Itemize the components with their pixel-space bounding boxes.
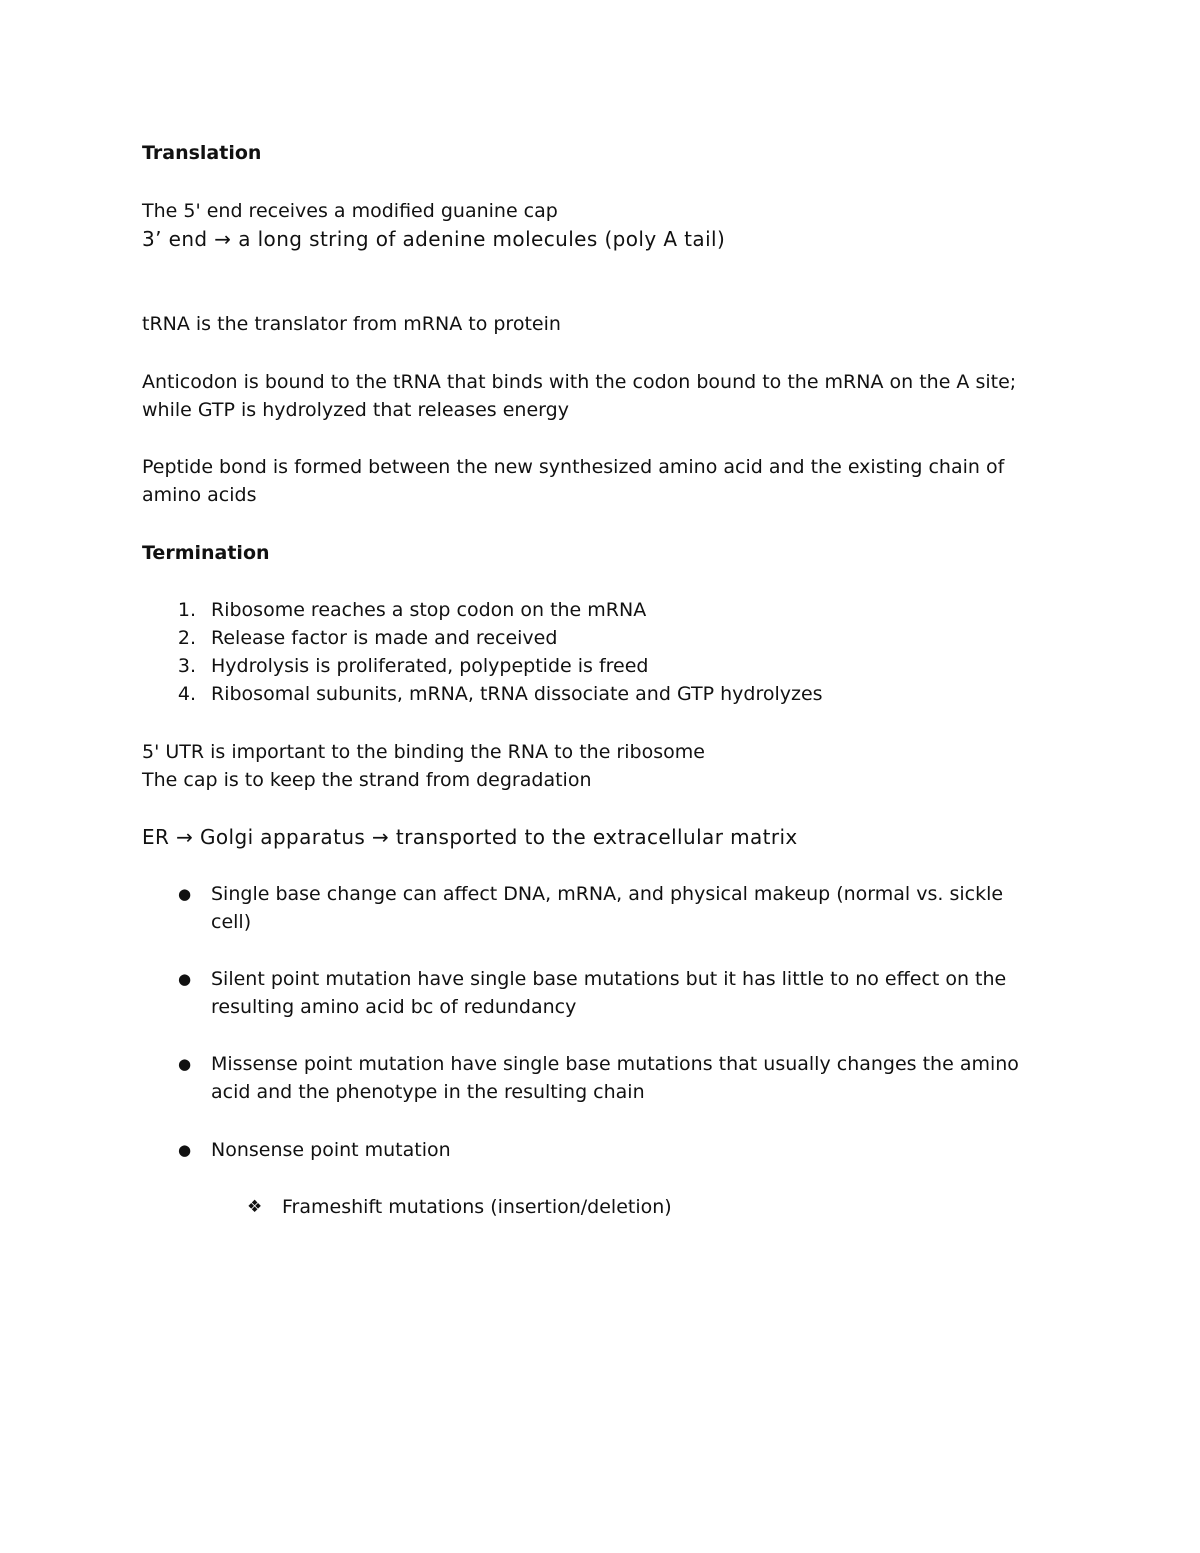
- sub-item-text: Frameshift mutations (insertion/deletion): [282, 1196, 672, 1218]
- utr-line: 5' UTR is important to the binding the RNA to the ribosome: [142, 741, 705, 763]
- step-number: 3.: [177, 655, 196, 677]
- bullet-icon: ●: [178, 1055, 192, 1073]
- peptide-line-2: amino acids: [142, 484, 257, 506]
- bullet-text: Silent point mutation have single base mutations but it has little to no effect on the: [211, 968, 1007, 990]
- bullet-icon: ●: [178, 970, 192, 988]
- termination-heading: Termination: [142, 542, 270, 564]
- bullet-text: cell): [211, 911, 252, 933]
- step-text: Hydrolysis is proliferated, polypeptide is freed: [211, 655, 649, 677]
- tail-line: 3’ end → a long string of adenine molecules (poly A tail): [142, 227, 726, 251]
- diamond-bullet-icon: ❖: [247, 1197, 263, 1217]
- bullet-text: acid and the phenotype in the resulting chain: [211, 1081, 645, 1103]
- cap-line: The 5' end receives a modified guanine cap: [142, 200, 558, 222]
- step-text: Release factor is made and received: [211, 627, 558, 649]
- bullet-text: Missense point mutation have single base mutations that usually changes the amino: [211, 1053, 1019, 1075]
- peptide-line-1: Peptide bond is formed between the new synthesized amino acid and the existing chain of: [142, 456, 1005, 478]
- bullet-text: Single base change can affect DNA, mRNA, and physical makeup (normal vs. sickle: [211, 883, 1004, 905]
- step-number: 2.: [177, 627, 196, 649]
- anticodon-line-1: Anticodon is bound to the tRNA that binds with the codon bound to the mRNA on the A site;: [142, 371, 1017, 393]
- cap-purpose-line: The cap is to keep the strand from degradation: [142, 769, 592, 791]
- bullet-icon: ●: [178, 1141, 192, 1159]
- pathway-line: ER → Golgi apparatus → transported to the extracellular matrix: [142, 825, 798, 849]
- trna-line: tRNA is the translator from mRNA to protein: [142, 313, 561, 335]
- anticodon-line-2: while GTP is hydrolyzed that releases energy: [142, 399, 569, 421]
- step-text: Ribosomal subunits, mRNA, tRNA dissociate and GTP hydrolyzes: [211, 683, 823, 705]
- bullet-text: Nonsense point mutation: [211, 1139, 451, 1161]
- bullet-icon: ●: [178, 885, 192, 903]
- translation-heading: Translation: [142, 142, 262, 164]
- bullet-text: resulting amino acid bc of redundancy: [211, 996, 577, 1018]
- step-text: Ribosome reaches a stop codon on the mRNA: [211, 599, 647, 621]
- step-number: 4.: [177, 683, 196, 705]
- step-number: 1.: [177, 599, 196, 621]
